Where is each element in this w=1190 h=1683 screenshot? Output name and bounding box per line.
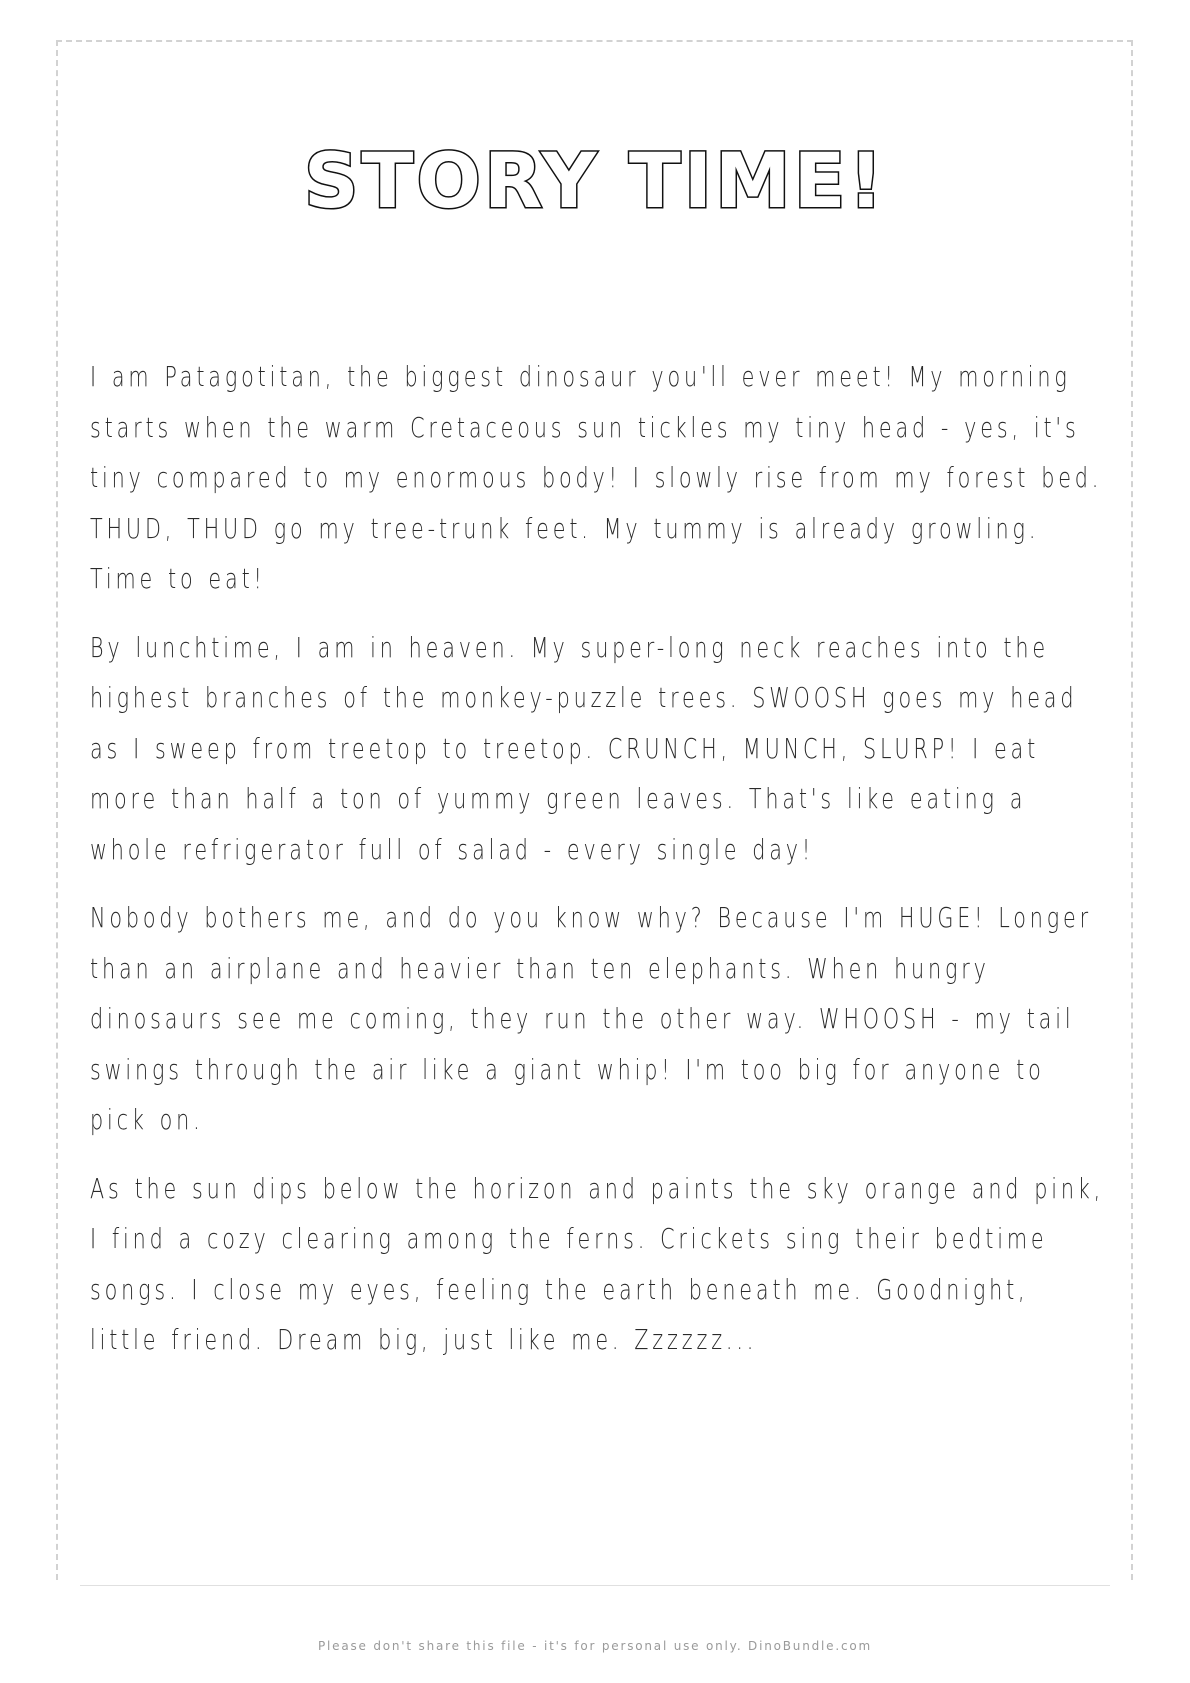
story-paragraph-4: As the sun dips below the horizon and paints the sky orange and pink, I find a cozy clearing among the ferns. Crickets sing their bedtime songs. I close my eyes, feeling the earth beneath me. Goodnight, little friend. Dream big, just like me. Zzzzzz... (90, 1171, 1105, 1356)
page-title: STORY TIME! (303, 135, 887, 225)
story-paragraph-3: Nobody bothers me, and do you know why? Because I'm HUGE! Longer than an airplane and heavier than ten elephants. When hungry dinosaurs see me coming, they run the other way. WHOOSH - my tail swings through the air like a giant whip! I'm too big for anyone to pick on. (90, 901, 1093, 1136)
story-body (90, 352, 1110, 1386)
footer-notice: Please don't share this file - it's for personal use only. DinoBundle.com (317, 1639, 872, 1653)
story-paragraph-1: I am Patagotitan, the biggest dinosaur you'll ever meet! My morning starts when the warm Cretaceous sun tickles my tiny head - yes, it's tiny compared to my enormous body! I slowly rise from my forest bed. THUD, THUD go my tree-trunk feet. My tummy is already growling. Time to eat! (90, 360, 1103, 595)
story-paragraph-2: By lunchtime, I am in heaven. My super-long neck reaches into the highest branches of the monkey-puzzle trees. SWOOSH goes my head as I sweep from treetop to treetop. CRUNCH, MUNCH, SLURP! I eat more than half a ton of yummy green leaves. That's like eating a whole refrigerator full of salad - every single day! (90, 630, 1078, 866)
footer-divider (80, 1585, 1110, 1586)
